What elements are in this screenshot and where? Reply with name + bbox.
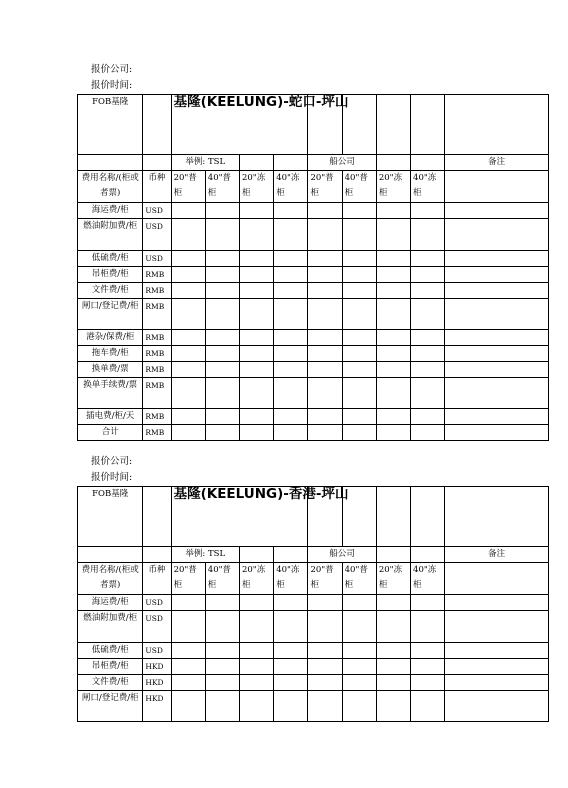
- fee-name-cell: 海运费/柜: [78, 203, 143, 219]
- remark-cell: [445, 611, 549, 643]
- remark-cell: [445, 425, 549, 441]
- price-cell: [205, 346, 239, 362]
- price-cell: [308, 283, 342, 299]
- container-40gp-header: 40"普柜: [205, 171, 239, 203]
- container-40rf-header: 40"冻柜: [274, 171, 308, 203]
- price-cell: [171, 362, 205, 378]
- price-cell: [171, 346, 205, 362]
- fee-rows: [78, 595, 549, 722]
- price-cell: [411, 346, 445, 362]
- price-cell: [171, 283, 205, 299]
- remark-cell: [445, 378, 549, 409]
- price-cell: [205, 299, 239, 330]
- price-cell: [239, 362, 273, 378]
- price-cell: [171, 378, 205, 409]
- currency-cell: RMB: [143, 378, 171, 409]
- fee-row: [78, 378, 549, 409]
- price-cell: [239, 203, 273, 219]
- currency-cell: USD: [143, 251, 171, 267]
- carrier-row: [78, 155, 549, 171]
- route-header-row: [78, 95, 549, 155]
- currency-cell: RMB: [143, 299, 171, 330]
- price-cell: [376, 267, 410, 283]
- price-cell: [342, 595, 376, 611]
- price-cell: [274, 267, 308, 283]
- price-cell: [239, 330, 273, 346]
- fee-name-cell: 燃油附加费/柜: [78, 219, 143, 251]
- remark-cell: [445, 203, 549, 219]
- currency-cell: HKD: [143, 675, 171, 691]
- price-cell: [239, 691, 273, 722]
- price-cell: [171, 251, 205, 267]
- fee-name-cell: 吊柜费/柜: [78, 267, 143, 283]
- remark-cell: [445, 409, 549, 425]
- fee-name-header: 费用名称/(柜或者票): [78, 171, 143, 203]
- price-cell: [342, 691, 376, 722]
- price-cell: [274, 675, 308, 691]
- price-cell: [274, 378, 308, 409]
- price-cell: [308, 267, 342, 283]
- fee-row: [78, 409, 549, 425]
- price-cell: [376, 595, 410, 611]
- price-cell: [308, 691, 342, 722]
- price-cell: [411, 267, 445, 283]
- price-cell: [411, 203, 445, 219]
- price-cell: [308, 659, 342, 675]
- price-cell: [205, 409, 239, 425]
- quote-table-shekou: [77, 94, 549, 441]
- price-cell: [239, 346, 273, 362]
- fee-row: [78, 346, 549, 362]
- fee-name-cell: 吊柜费/柜: [78, 659, 143, 675]
- container-20gp-header: 20"普柜: [171, 563, 205, 595]
- price-cell: [376, 378, 410, 409]
- price-cell: [411, 643, 445, 659]
- price-cell: [411, 595, 445, 611]
- price-cell: [376, 675, 410, 691]
- fee-rows: [78, 203, 549, 441]
- fee-row: [78, 595, 549, 611]
- fee-row: [78, 219, 549, 251]
- example-carrier-label: 举例: TSL: [171, 547, 239, 563]
- price-cell: [171, 330, 205, 346]
- price-cell: [205, 219, 239, 251]
- price-cell: [308, 346, 342, 362]
- price-cell: [411, 659, 445, 675]
- fee-name-cell: 文件费/柜: [78, 283, 143, 299]
- price-cell: [342, 378, 376, 409]
- container-40rf-header: 40"冻柜: [274, 563, 308, 595]
- fee-row: [78, 643, 549, 659]
- fee-row: [78, 611, 549, 643]
- price-cell: [205, 425, 239, 441]
- quote-table-hongkong: [77, 486, 549, 722]
- price-cell: [171, 595, 205, 611]
- price-cell: [308, 219, 342, 251]
- fee-name-cell: 闸口/登记费/柜: [78, 691, 143, 722]
- container-20gp-header-2: 20"普柜: [308, 563, 342, 595]
- quote-time-label-2: 报价时间:: [91, 472, 133, 483]
- price-cell: [342, 251, 376, 267]
- price-cell: [205, 595, 239, 611]
- price-cell: [274, 283, 308, 299]
- price-cell: [274, 362, 308, 378]
- price-cell: [239, 267, 273, 283]
- price-cell: [411, 299, 445, 330]
- price-cell: [342, 659, 376, 675]
- fee-row: [78, 675, 549, 691]
- container-40gp-header: 40"普柜: [205, 563, 239, 595]
- price-cell: [205, 251, 239, 267]
- currency-cell: USD: [143, 203, 171, 219]
- price-cell: [274, 299, 308, 330]
- fee-row: [78, 267, 549, 283]
- fee-row: [78, 283, 549, 299]
- price-cell: [308, 251, 342, 267]
- fee-row: [78, 251, 549, 267]
- price-cell: [171, 219, 205, 251]
- price-cell: [411, 330, 445, 346]
- price-cell: [308, 330, 342, 346]
- currency-cell: USD: [143, 643, 171, 659]
- fee-name-cell: 合计: [78, 425, 143, 441]
- remark-cell: [445, 267, 549, 283]
- fee-name-header: 费用名称/(柜或者票): [78, 563, 143, 595]
- price-cell: [376, 691, 410, 722]
- price-cell: [376, 219, 410, 251]
- remark-cell: [445, 675, 549, 691]
- price-cell: [342, 362, 376, 378]
- carrier-row: [78, 547, 549, 563]
- price-cell: [376, 283, 410, 299]
- price-cell: [274, 330, 308, 346]
- example-carrier-label: 举例: TSL: [171, 155, 239, 171]
- container-40gp-header-2: 40"普柜: [342, 171, 376, 203]
- fee-name-cell: 换单手续费/票: [78, 378, 143, 409]
- price-cell: [171, 409, 205, 425]
- price-cell: [274, 346, 308, 362]
- price-cell: [342, 283, 376, 299]
- price-cell: [205, 330, 239, 346]
- price-cell: [411, 691, 445, 722]
- price-cell: [171, 267, 205, 283]
- route-title: 基隆(KEELUNG)-香港-坪山: [171, 487, 308, 547]
- container-20gp-header-2: 20"普柜: [308, 171, 342, 203]
- container-20rf-header: 20"冻柜: [239, 171, 273, 203]
- fee-row: [78, 330, 549, 346]
- price-cell: [205, 362, 239, 378]
- price-cell: [411, 251, 445, 267]
- price-cell: [308, 611, 342, 643]
- container-40rf-header-2: 40"冻柜: [411, 563, 445, 595]
- container-20rf-header-2: 20"冻柜: [376, 563, 410, 595]
- price-cell: [239, 378, 273, 409]
- price-cell: [411, 409, 445, 425]
- quote-time-label: 报价时间:: [91, 80, 133, 91]
- remark-cell: [445, 330, 549, 346]
- remark-cell: [445, 595, 549, 611]
- fee-name-cell: 插电费/柜/天: [78, 409, 143, 425]
- price-cell: [239, 409, 273, 425]
- currency-cell: RMB: [143, 330, 171, 346]
- remark-cell: [445, 346, 549, 362]
- price-cell: [411, 378, 445, 409]
- price-cell: [342, 330, 376, 346]
- fee-row: [78, 362, 549, 378]
- price-cell: [274, 595, 308, 611]
- fee-name-cell: 文件费/柜: [78, 675, 143, 691]
- currency-cell: RMB: [143, 425, 171, 441]
- price-cell: [308, 299, 342, 330]
- price-cell: [239, 643, 273, 659]
- price-cell: [376, 251, 410, 267]
- currency-header: 币种: [143, 171, 171, 203]
- price-cell: [308, 409, 342, 425]
- price-cell: [376, 611, 410, 643]
- currency-cell: RMB: [143, 267, 171, 283]
- price-cell: [342, 643, 376, 659]
- remark-cell: [445, 659, 549, 675]
- price-cell: [342, 425, 376, 441]
- price-cell: [274, 425, 308, 441]
- price-cell: [411, 362, 445, 378]
- price-cell: [171, 611, 205, 643]
- price-cell: [239, 595, 273, 611]
- price-cell: [411, 611, 445, 643]
- fee-name-cell: 低硫费/柜: [78, 643, 143, 659]
- price-cell: [308, 362, 342, 378]
- price-cell: [239, 425, 273, 441]
- price-cell: [342, 346, 376, 362]
- fee-row: [78, 691, 549, 722]
- fob-label: FOB基隆: [78, 487, 143, 547]
- price-cell: [342, 611, 376, 643]
- container-40gp-header-2: 40"普柜: [342, 563, 376, 595]
- fee-name-cell: 港杂/保费/柜: [78, 330, 143, 346]
- price-cell: [376, 330, 410, 346]
- price-cell: [274, 251, 308, 267]
- price-cell: [376, 425, 410, 441]
- price-cell: [205, 378, 239, 409]
- container-20gp-header: 20"普柜: [171, 171, 205, 203]
- price-cell: [342, 219, 376, 251]
- price-cell: [376, 203, 410, 219]
- price-cell: [308, 595, 342, 611]
- price-cell: [239, 299, 273, 330]
- price-cell: [171, 643, 205, 659]
- fee-name-cell: 燃油附加费/柜: [78, 611, 143, 643]
- column-header-row: [78, 171, 549, 203]
- price-cell: [308, 643, 342, 659]
- price-cell: [342, 267, 376, 283]
- remark-cell: [445, 251, 549, 267]
- currency-cell: RMB: [143, 283, 171, 299]
- price-cell: [205, 643, 239, 659]
- price-cell: [171, 675, 205, 691]
- price-cell: [205, 203, 239, 219]
- price-cell: [205, 267, 239, 283]
- price-cell: [171, 691, 205, 722]
- price-cell: [376, 643, 410, 659]
- price-cell: [411, 219, 445, 251]
- price-cell: [411, 675, 445, 691]
- price-cell: [411, 283, 445, 299]
- price-cell: [239, 611, 273, 643]
- currency-cell: RMB: [143, 346, 171, 362]
- remark-cell: [445, 219, 549, 251]
- remark-cell: [445, 283, 549, 299]
- fee-row: [78, 299, 549, 330]
- remark-label: 备注: [445, 155, 549, 171]
- price-cell: [274, 659, 308, 675]
- currency-cell: RMB: [143, 362, 171, 378]
- price-cell: [376, 362, 410, 378]
- quote-company-label: 报价公司:: [91, 64, 133, 75]
- quote-company-label-2: 报价公司:: [91, 456, 133, 467]
- currency-cell: USD: [143, 219, 171, 251]
- price-cell: [342, 409, 376, 425]
- price-cell: [376, 346, 410, 362]
- price-cell: [205, 611, 239, 643]
- remark-cell: [445, 362, 549, 378]
- price-cell: [205, 675, 239, 691]
- column-header-row: [78, 563, 549, 595]
- fee-row: [78, 203, 549, 219]
- carrier-label: 船公司: [308, 547, 376, 563]
- price-cell: [308, 425, 342, 441]
- fob-label: FOB基隆: [78, 95, 143, 155]
- remark-cell: [445, 643, 549, 659]
- currency-cell: USD: [143, 611, 171, 643]
- price-cell: [274, 219, 308, 251]
- fee-row: [78, 659, 549, 675]
- price-cell: [308, 203, 342, 219]
- price-cell: [342, 299, 376, 330]
- fee-name-cell: 拖车费/柜: [78, 346, 143, 362]
- route-header-row: [78, 487, 549, 547]
- price-cell: [411, 425, 445, 441]
- container-20rf-header-2: 20"冻柜: [376, 171, 410, 203]
- price-cell: [376, 409, 410, 425]
- fee-row: [78, 425, 549, 441]
- currency-header: 币种: [143, 563, 171, 595]
- price-cell: [376, 299, 410, 330]
- price-cell: [205, 659, 239, 675]
- carrier-label: 船公司: [308, 155, 376, 171]
- container-20rf-header: 20"冻柜: [239, 563, 273, 595]
- price-cell: [239, 675, 273, 691]
- price-cell: [274, 691, 308, 722]
- fee-name-cell: 低硫费/柜: [78, 251, 143, 267]
- price-cell: [239, 219, 273, 251]
- currency-cell: HKD: [143, 659, 171, 675]
- currency-cell: HKD: [143, 691, 171, 722]
- currency-cell: USD: [143, 595, 171, 611]
- price-cell: [205, 283, 239, 299]
- price-cell: [376, 659, 410, 675]
- price-cell: [274, 409, 308, 425]
- price-cell: [308, 675, 342, 691]
- price-cell: [274, 203, 308, 219]
- fee-name-cell: 换单费/票: [78, 362, 143, 378]
- price-cell: [239, 283, 273, 299]
- price-cell: [205, 691, 239, 722]
- price-cell: [171, 425, 205, 441]
- price-cell: [308, 378, 342, 409]
- price-cell: [171, 203, 205, 219]
- price-cell: [342, 203, 376, 219]
- route-title: 基隆(KEELUNG)-蛇口-坪山: [171, 95, 308, 155]
- fee-name-cell: 海运费/柜: [78, 595, 143, 611]
- container-40rf-header-2: 40"冻柜: [411, 171, 445, 203]
- fee-name-cell: 闸口/登记费/柜: [78, 299, 143, 330]
- price-cell: [274, 643, 308, 659]
- price-cell: [274, 611, 308, 643]
- remark-cell: [445, 299, 549, 330]
- price-cell: [239, 251, 273, 267]
- price-cell: [171, 659, 205, 675]
- remark-cell: [445, 691, 549, 722]
- price-cell: [171, 299, 205, 330]
- price-cell: [342, 675, 376, 691]
- currency-cell: RMB: [143, 409, 171, 425]
- remark-label: 备注: [445, 547, 549, 563]
- price-cell: [239, 659, 273, 675]
